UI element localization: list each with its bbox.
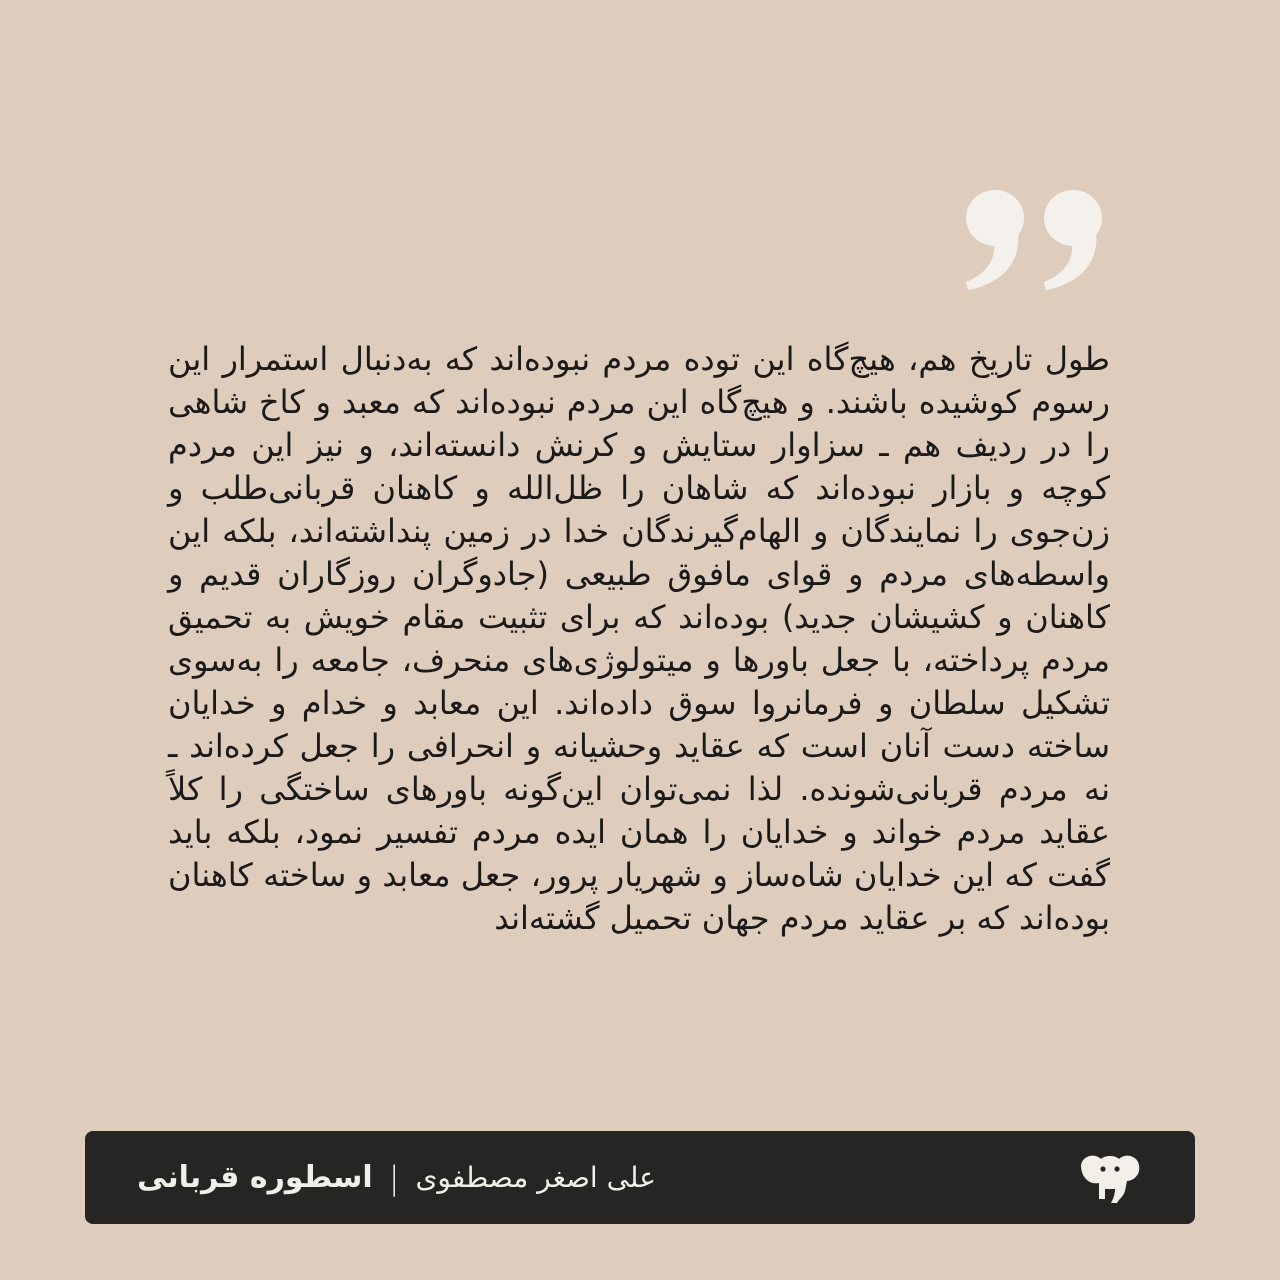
book-credit — [137, 1131, 656, 1224]
footer-bar — [85, 1131, 1195, 1224]
separator: | — [388, 1158, 400, 1197]
quote-text: طول تاریخ هم، هیچ‌گاه این توده مردم نبوده‌اند که به‌دنبال استمرار این رسوم کوشیده باشند. و هیچ‌گاه این مردم نبوده‌اند که معبد و کاخ شاهی را در ردیف هم ـ سزاوار ستایش و کرنش دانسته‌اند، و نیز این مردم کوچه و بازار نبوده‌اند که شاهان را ظل‌الله و کاهنان قربانی‌طلب و زن‌جوی را نمایندگان و الهام‌گیرندگان خدا در زمین پنداشته‌اند، بلکه این واسطه‌های مردم و قوای مافوق طبیعی (جادوگران روزگاران قدیم و کاهنان و کشیشان جدید) بوده‌اند که برای تثبیت مقام خویش به تحمیق مردم پرداخته، با جعل باورها و میتولوژی‌های منحرف، جامعه را به‌سوی تشکیل سلطان و فرمانروا سوق داده‌اند. این معابد و خدام و خدایان ساخته دست آنان است که عقاید وحشیانه و انحرافی را جعل کرده‌اند ـ نه مردم قربانی‌شونده. لذا نمی‌توان این‌گونه باورهای ساختگی را کلاً عقاید مردم خواند و خدایان را همان ایده مردم تفسیر نمود، بلکه باید گفت که این خدایان شاه‌ساز و شهریار پرور، جعل معابد و ساخته کاهنان بوده‌اند که بر عقاید مردم جهان تحمیل گشته‌اند — [168, 340, 1110, 937]
quote-mark-icon — [960, 186, 1116, 294]
book-title: اسطوره قربانی — [137, 1160, 373, 1195]
elephant-logo-icon — [1077, 1151, 1143, 1205]
author-name: علی اصغر مصطفوی — [415, 1161, 656, 1194]
